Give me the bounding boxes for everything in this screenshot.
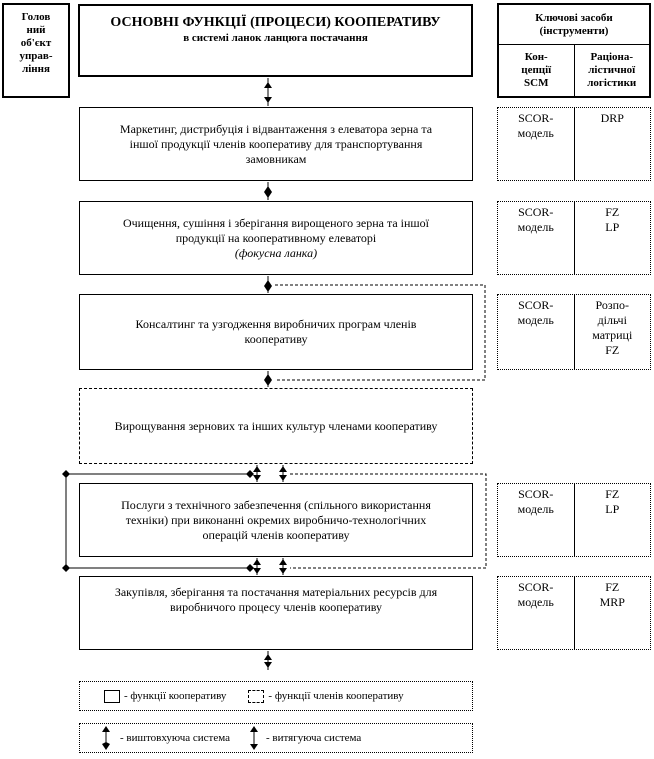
function-text: продукції на кооперативному елеваторі [175,230,377,245]
legend-function-types [79,681,473,711]
main-object-line: управ- [19,50,53,62]
scm-header-line: цепції [521,64,552,76]
logistics-tool: дільчі [597,313,627,327]
legend-push-system: - виштовхуюча система [120,732,230,744]
function-text: Закупівля, зберігання та постачання матеріальних ресурсів для [114,585,438,599]
function-text: Консалтинг та узгодження виробничих програм членів [135,317,417,331]
main-functions-title: ОСНОВНІ ФУНКЦІЇ (ПРОЦЕСИ) КООПЕРАТИВУ [110,15,441,30]
main-object-line: об'єкт [20,37,52,49]
pull-system-icon [250,726,258,750]
member-function-swatch [248,690,264,703]
logistics-header-line: Раціона- [590,51,634,63]
function-text: кооперативу [244,332,308,346]
logistics-tool: MRP [599,595,625,609]
scm-tool: модель [517,313,554,327]
function-text: Послуги з технічного забезпечення (спільного використання [121,497,431,512]
function-text: Вирощування зернових та інших культур членами кооперативу [114,418,438,433]
scm-tool: модель [517,126,554,140]
key-tools-title-line: Ключові засоби [535,11,613,24]
function-text: замовникам [245,151,307,166]
scm-tool: модель [517,220,554,234]
scm-tool: SCOR- [518,205,554,219]
logistics-header-line: лістичної [588,64,636,76]
scm-tool: SCOR- [518,111,554,125]
focus-link-note: (фокусна ланка) [234,245,318,260]
push-system-icon [102,726,110,750]
logistics-tool: DRP [600,111,624,125]
scm-tool: SCOR- [518,487,554,501]
logistics-tool: LP [605,220,620,234]
logistics-tool: FZ [605,343,620,357]
scm-tool: модель [517,502,554,516]
function-text: техніки) при виконанні окремих виробничо-технологічних [125,512,427,527]
function-text: операцій членів кооперативу [202,527,350,542]
logistics-tool: матриці [592,328,633,342]
function-text: Маркетинг, дистрибуція і відвантаження з елеватора зерна та [119,121,433,136]
main-object-line: ний [26,24,46,36]
legend-pull-system: - витягуюча система [265,732,362,744]
function-text: іншої продукції членів кооперативу для транспортування [129,136,423,151]
scm-tool: SCOR- [518,580,554,594]
function-text: Очищення, сушіння і зберігання вирощеного зерна та іншої [122,215,429,230]
logistics-header-line: логістики [587,77,637,89]
scm-header-line: Кон- [524,51,548,63]
logistics-tool: LP [605,502,620,516]
logistics-tool: FZ [605,580,620,594]
scm-tool: SCOR- [518,298,554,312]
legend-cooperative-functions: - функції кооперативу [124,690,227,702]
cooperative-function-swatch [104,690,120,703]
scm-header-line: SCM [524,77,549,89]
main-object-line: Голов [21,11,51,23]
logistics-tool: Розпо- [595,298,630,312]
main-functions-subtitle: в системі ланок ланцюга постачання [183,32,368,44]
legend-member-functions: - функції членів кооперативу [268,690,404,702]
function-text: виробничого процесу членів кооперативу [169,600,382,614]
main-object-line: ління [22,63,50,75]
legend-system-types [79,723,473,753]
logistics-tool: FZ [605,487,620,501]
key-tools-title-line: (інструменти) [539,24,609,37]
scm-tool: модель [517,595,554,609]
logistics-tool: FZ [605,205,620,219]
